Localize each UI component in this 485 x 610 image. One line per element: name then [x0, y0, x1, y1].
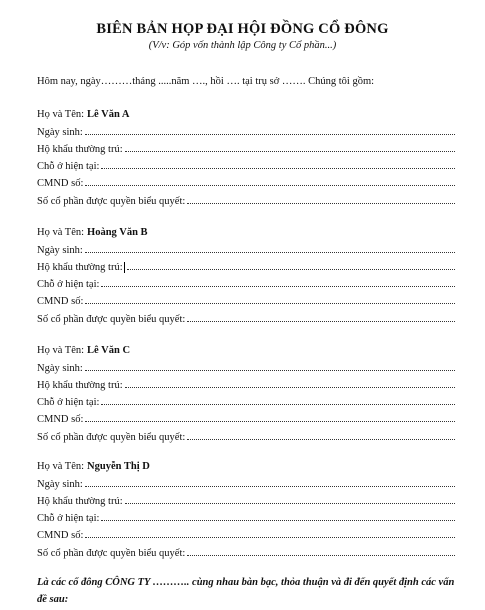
shareholder-name: Lê Văn C [87, 345, 131, 357]
id-label: CMND số: [37, 178, 84, 190]
shares-label: Số cổ phần được quyền biểu quyết: [37, 547, 186, 559]
residence-fill-line[interactable] [125, 502, 455, 504]
address-fill-line[interactable] [101, 519, 455, 521]
shares-label: Số cổ phần được quyền biểu quyết: [37, 313, 186, 325]
address-label: Chỗ ở hiện tại: [37, 161, 100, 173]
birth-label: Ngày sinh: [37, 478, 83, 490]
address-fill-line[interactable] [101, 167, 455, 169]
id-fill-line[interactable] [85, 184, 455, 186]
name-label: Họ và Tên: [37, 227, 85, 239]
residence-label: Hộ khẩu thường trú: [37, 261, 123, 273]
id-row[interactable] [37, 172, 455, 189]
birth-label: Ngày sinh: [37, 126, 83, 138]
address-row[interactable] [37, 391, 455, 408]
id-row[interactable] [37, 290, 455, 307]
id-label: CMND số: [37, 414, 84, 426]
document-title: BIÊN BẢN HỌP ĐẠI HỘI ĐỒNG CỔ ĐÔNG [96, 21, 389, 37]
id-fill-line[interactable] [85, 420, 455, 422]
id-label: CMND số: [37, 296, 84, 308]
id-label: CMND số: [37, 530, 84, 542]
residence-fill-line[interactable] [125, 386, 455, 388]
text-cursor [124, 262, 125, 273]
document-subtitle: (V/v: Góp vốn thành lập Công ty Cổ phần...) [148, 40, 337, 51]
name-row [37, 103, 455, 120]
name-row [37, 339, 455, 356]
address-row[interactable] [37, 155, 455, 172]
intro-line: Hôm nay, ngày………tháng .....năm …., hồi …. tại trụ sở ……. Chúng tôi gồm: [37, 76, 375, 87]
birth-row[interactable] [37, 238, 455, 255]
address-label: Chỗ ở hiện tại: [37, 397, 100, 409]
id-row[interactable] [37, 524, 455, 541]
name-row [37, 455, 455, 472]
birth-fill-line[interactable] [85, 369, 455, 371]
address-row[interactable] [37, 507, 455, 524]
id-fill-line[interactable] [85, 302, 455, 304]
id-fill-line[interactable] [85, 536, 455, 538]
shareholder-block-4 [37, 455, 455, 559]
shares-row[interactable] [37, 307, 455, 324]
residence-label: Hộ khẩu thường trú: [37, 143, 123, 155]
shareholder-name: Nguyễn Thị D [87, 461, 150, 473]
shares-fill-line[interactable] [187, 438, 455, 440]
shares-row[interactable] [37, 541, 455, 558]
shares-label: Số cổ phần được quyền biểu quyết: [37, 195, 186, 207]
id-row[interactable] [37, 408, 455, 425]
address-fill-line[interactable] [101, 403, 455, 405]
shares-fill-line[interactable] [187, 554, 455, 556]
address-fill-line[interactable] [101, 285, 455, 287]
residence-row[interactable] [37, 138, 455, 155]
residence-label: Hộ khẩu thường trú: [37, 379, 123, 391]
residence-fill-line[interactable] [127, 268, 455, 270]
residence-fill-line[interactable] [125, 150, 455, 152]
shares-fill-line[interactable] [187, 202, 455, 204]
shareholder-block-2 [37, 221, 455, 325]
closing-paragraph: Là các cổ đông CÔNG TY ……….. cùng nhau bàn bạc, thỏa thuận và đi đến quyết định các vấn đề sau: [37, 577, 455, 605]
name-label: Họ và Tên: [37, 109, 85, 121]
birth-label: Ngày sinh: [37, 362, 83, 374]
birth-row[interactable] [37, 356, 455, 373]
birth-label: Ngày sinh: [37, 244, 83, 256]
address-row[interactable] [37, 273, 455, 290]
name-row [37, 221, 455, 238]
name-label: Họ và Tên: [37, 461, 85, 473]
shareholder-block-3 [37, 339, 455, 443]
shares-row[interactable] [37, 425, 455, 442]
address-label: Chỗ ở hiện tại: [37, 513, 100, 525]
residence-label: Hộ khẩu thường trú: [37, 495, 123, 507]
name-label: Họ và Tên: [37, 345, 85, 357]
residence-row[interactable] [37, 490, 455, 507]
shares-row[interactable] [37, 189, 455, 206]
birth-fill-line[interactable] [85, 485, 455, 487]
address-label: Chỗ ở hiện tại: [37, 279, 100, 291]
birth-fill-line[interactable] [85, 133, 455, 135]
residence-row[interactable] [37, 374, 455, 391]
birth-row[interactable] [37, 472, 455, 489]
shareholder-block-1 [37, 103, 455, 207]
shares-fill-line[interactable] [187, 320, 455, 322]
shareholder-name: Lê Văn A [87, 109, 130, 121]
birth-row[interactable] [37, 120, 455, 137]
residence-row[interactable] [37, 256, 455, 273]
shares-label: Số cổ phần được quyền biểu quyết: [37, 431, 186, 443]
birth-fill-line[interactable] [85, 251, 455, 253]
shareholder-name: Hoàng Văn B [87, 227, 148, 239]
